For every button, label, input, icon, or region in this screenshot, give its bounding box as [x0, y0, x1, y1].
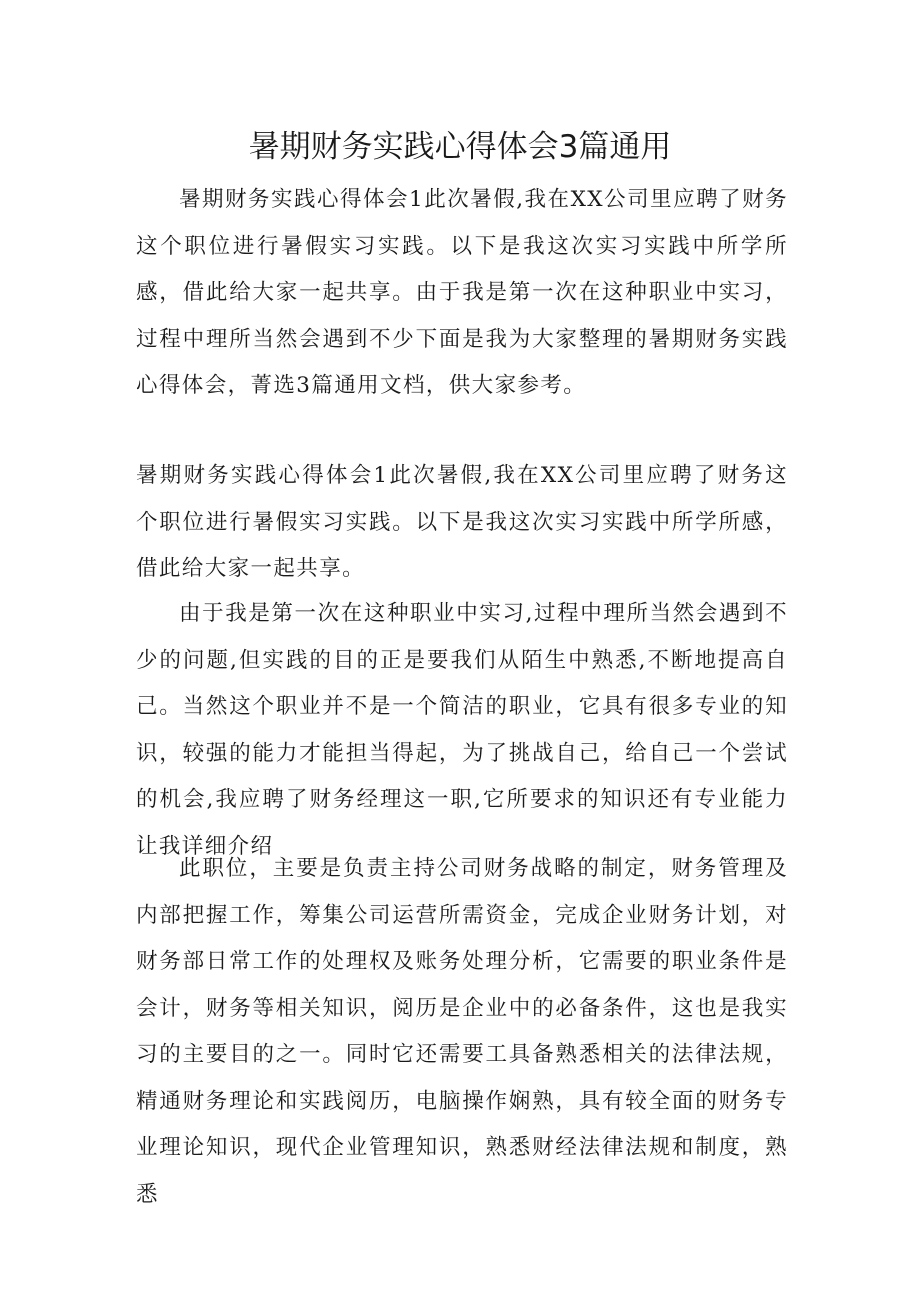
- body-paragraph-1: 暑期财务实践心得体会1此次暑假,我在XX公司里应聘了财务这个职位进行暑假实习实践。以下是我这次实习实践中所学所感，借此给大家一起共享。: [136, 463, 788, 581]
- body-paragraph-3: 此职位，主要是负责主持公司财务战略的制定，财务管理及内部把握工作，筹集公司运营所需资金，完成企业财务计划，对财务部日常工作的处理权及账务处理分析，它需要的职业条件是会计，财务等相关知识，阅历是企业中的必备条件，这也是我实习的主要目的之一。同时它还需要工具备熟悉相关的法律法规，精通财务理论和实践阅历，电脑操作娴熟，具有较全面的财务专业理论知识，现代企业管理知识，熟悉财经法律法规和制度，熟悉: [136, 856, 788, 1207]
- body-paragraph-2: 由于我是第一次在这种职业中实习,过程中理所当然会遇到不少的问题,但实践的目的正是要我们从陌生中熟悉,不断地提高自己。当然这个职业并不是一个简洁的职业，它具有很多专业的知识，较强的能力才能担当得起，为了挑战自己，给自己一个尝试的机会,我应聘了财务经理这一职,它所要求的知识还有专业能力让我详细介绍: [136, 601, 788, 859]
- document-title: 暑期财务实践心得体会3篇通用: [248, 129, 672, 165]
- summary-paragraph: 暑期财务实践心得体会1此次暑假,我在XX公司里应聘了财务这个职位进行暑假实习实践。以下是我这次实习实践中所学所感，借此给大家一起共享。由于我是第一次在这种职业中实习，过程中理所当然会遇到不少下面是我为大家整理的暑期财务实践心得体会，菁选3篇通用文档，供大家参考。: [136, 187, 788, 398]
